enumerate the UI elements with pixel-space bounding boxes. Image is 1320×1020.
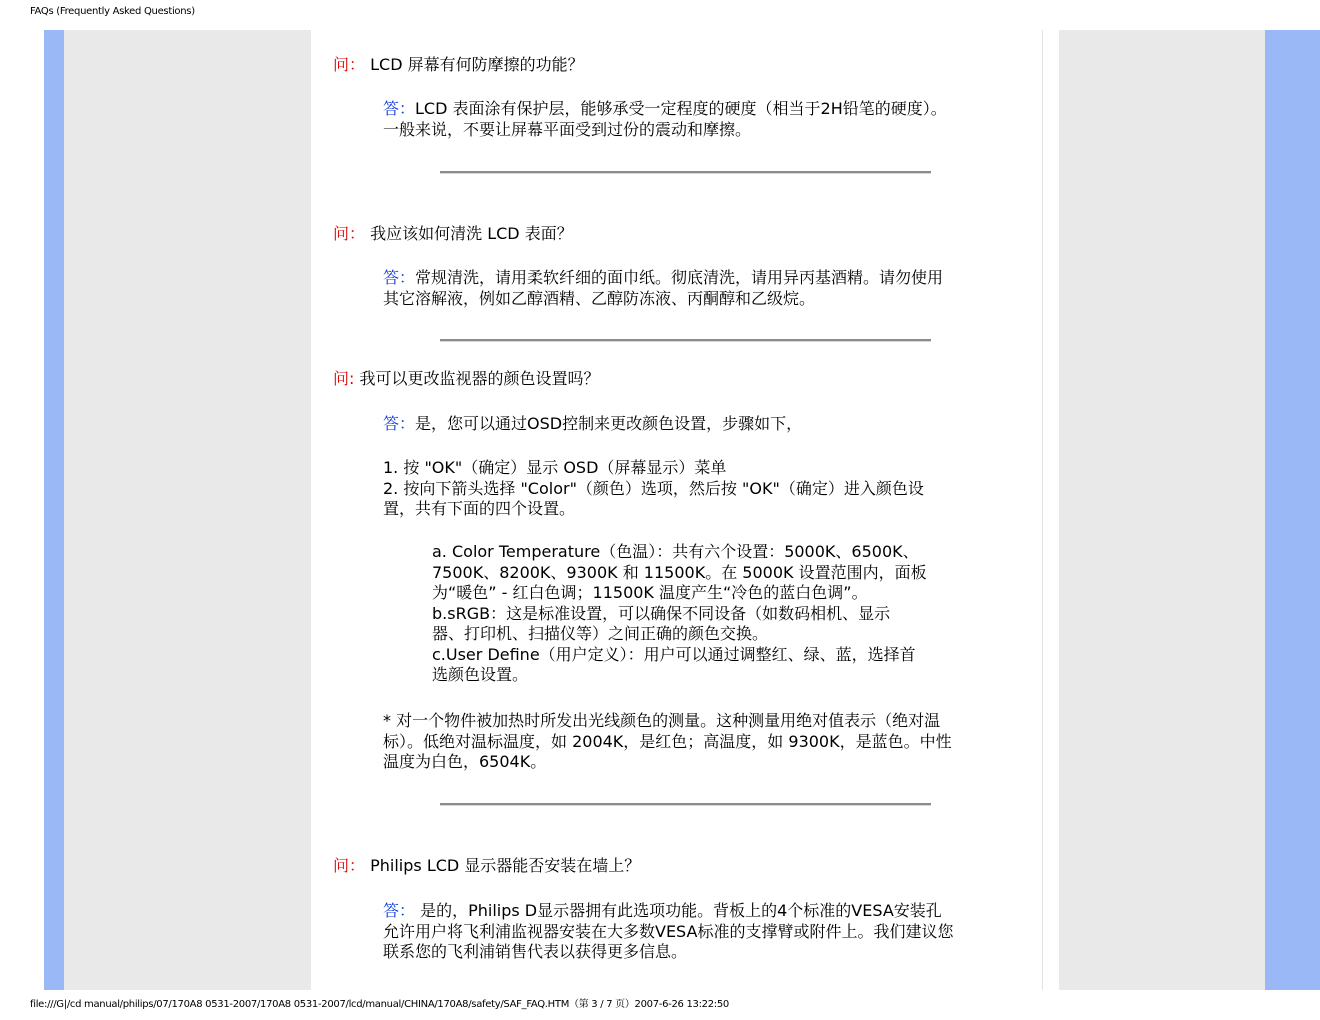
left-gray-panel — [64, 30, 311, 990]
step-line: 置，共有下面的四个设置。 — [383, 499, 576, 518]
answer-line: 允许用户将飞利浦监视器安装在大多数VESA标准的支撑臂或附件上。我们建议您 — [383, 921, 954, 941]
faq-question-2 — [333, 224, 573, 244]
faq-answer-1 — [383, 99, 987, 140]
option-line: 7500K、8200K、9300K 和 11500K。在 5000K 设置范围内，面板 — [432, 562, 927, 582]
answer-line: LCD 表面涂有保护层，能够承受一定程度的硬度（相当于2H铅笔的硬度）。 — [415, 99, 947, 118]
option-line: 器、打印机、扫描仪等）之间正确的颜色交换。 — [432, 624, 769, 643]
faq-question-1 — [333, 55, 584, 75]
right-gray-panel — [1059, 30, 1265, 990]
color-temperature-note — [383, 711, 987, 773]
answer-line: 是的，Philips D显示器拥有此选项功能。背板上的4个标准的VESA安装孔 — [415, 901, 942, 920]
option-line: 为“暖色” - 红白色调；11500K 温度产生“冷色的蓝白色调”。 — [432, 583, 868, 602]
note-line: * 对一个物件被加热时所发出光线颜色的测量。这种测量用绝对值表示（绝对温 — [383, 711, 941, 730]
answer-mark-label: 答： — [383, 268, 416, 287]
color-setting-steps — [383, 458, 987, 520]
faq-answer-2 — [383, 268, 987, 309]
answer-line: 一般来说，不要让屏幕平面受到过份的震动和摩擦。 — [383, 119, 752, 139]
faq-answer-4 — [383, 901, 987, 963]
question-mark-label: 问： — [333, 856, 366, 875]
answer-mark-label: 答： — [383, 99, 416, 118]
answer-mark-label: 答： — [383, 901, 416, 920]
faq-content — [311, 30, 1042, 990]
question-mark-label: 问: — [333, 369, 355, 388]
print-header-title: FAQs (Frequently Asked Questions) — [30, 6, 195, 17]
option-line: b.sRGB：这是标准设置，可以确保不同设备（如数码相机、显示 — [432, 603, 891, 623]
section-divider — [440, 339, 931, 342]
color-setting-options — [432, 542, 942, 686]
answer-line: 常规清洗，请用柔软纤细的面巾纸。彻底清洗，请用异丙基酒精。请勿使用 — [415, 268, 944, 287]
step-line: 2. 按向下箭头选择 "Color"（颜色）选项，然后按 "OK"（确定）进入颜色设 — [383, 478, 924, 498]
note-line: 标）。低绝对温标温度，如 2004K，是红色；高温度，如 9300K，是蓝色。中性 — [383, 731, 952, 751]
option-line: 选颜色设置。 — [432, 665, 529, 684]
question-mark-label: 问： — [333, 55, 366, 74]
question-text: 我应该如何清洗 LCD 表面？ — [370, 224, 573, 243]
answer-line: 是，您可以通过OSD控制来更改颜色设置，步骤如下， — [415, 414, 803, 433]
faq-question-3 — [333, 369, 600, 389]
print-footer-path: file:///G|/cd manual/philips/07/170A8 0531-2007/170A8 0531-2007/lcd/manual/CHINA/170A8/safety/SAF_FAQ.HTM（第 3 / 7 页）2007-6-26 13:22:50 — [30, 999, 729, 1010]
right-blue-stripe — [1265, 30, 1320, 990]
question-mark-label: 问： — [333, 224, 366, 243]
question-text: Philips LCD 显示器能否安装在墙上？ — [370, 856, 641, 875]
answer-mark-label: 答： — [383, 414, 416, 433]
question-text: 我可以更改监视器的颜色设置吗？ — [359, 369, 600, 388]
section-divider — [440, 803, 931, 806]
right-white-strip — [1042, 30, 1059, 990]
faq-question-4 — [333, 856, 640, 876]
left-blue-stripe — [44, 30, 64, 990]
note-line: 温度为白色，6504K。 — [383, 752, 547, 771]
answer-line: 其它溶解液，例如乙醇酒精、乙醇防冻液、丙酮醇和乙级烷。 — [383, 288, 816, 308]
option-line: a. Color Temperature（色温）：共有六个设置：5000K、6500K、 — [432, 542, 919, 561]
option-line: c.User Define（用户定义）：用户可以通过调整红、绿、蓝，选择首 — [432, 644, 916, 664]
faq-answer-3 — [383, 414, 987, 435]
answer-line: 联系您的飞利浦销售代表以获得更多信息。 — [383, 942, 688, 961]
question-text: LCD 屏幕有何防摩擦的功能？ — [370, 55, 584, 74]
section-divider — [440, 171, 931, 174]
step-line: 1. 按 "OK"（确定）显示 OSD（屏幕显示）菜单 — [383, 458, 727, 477]
